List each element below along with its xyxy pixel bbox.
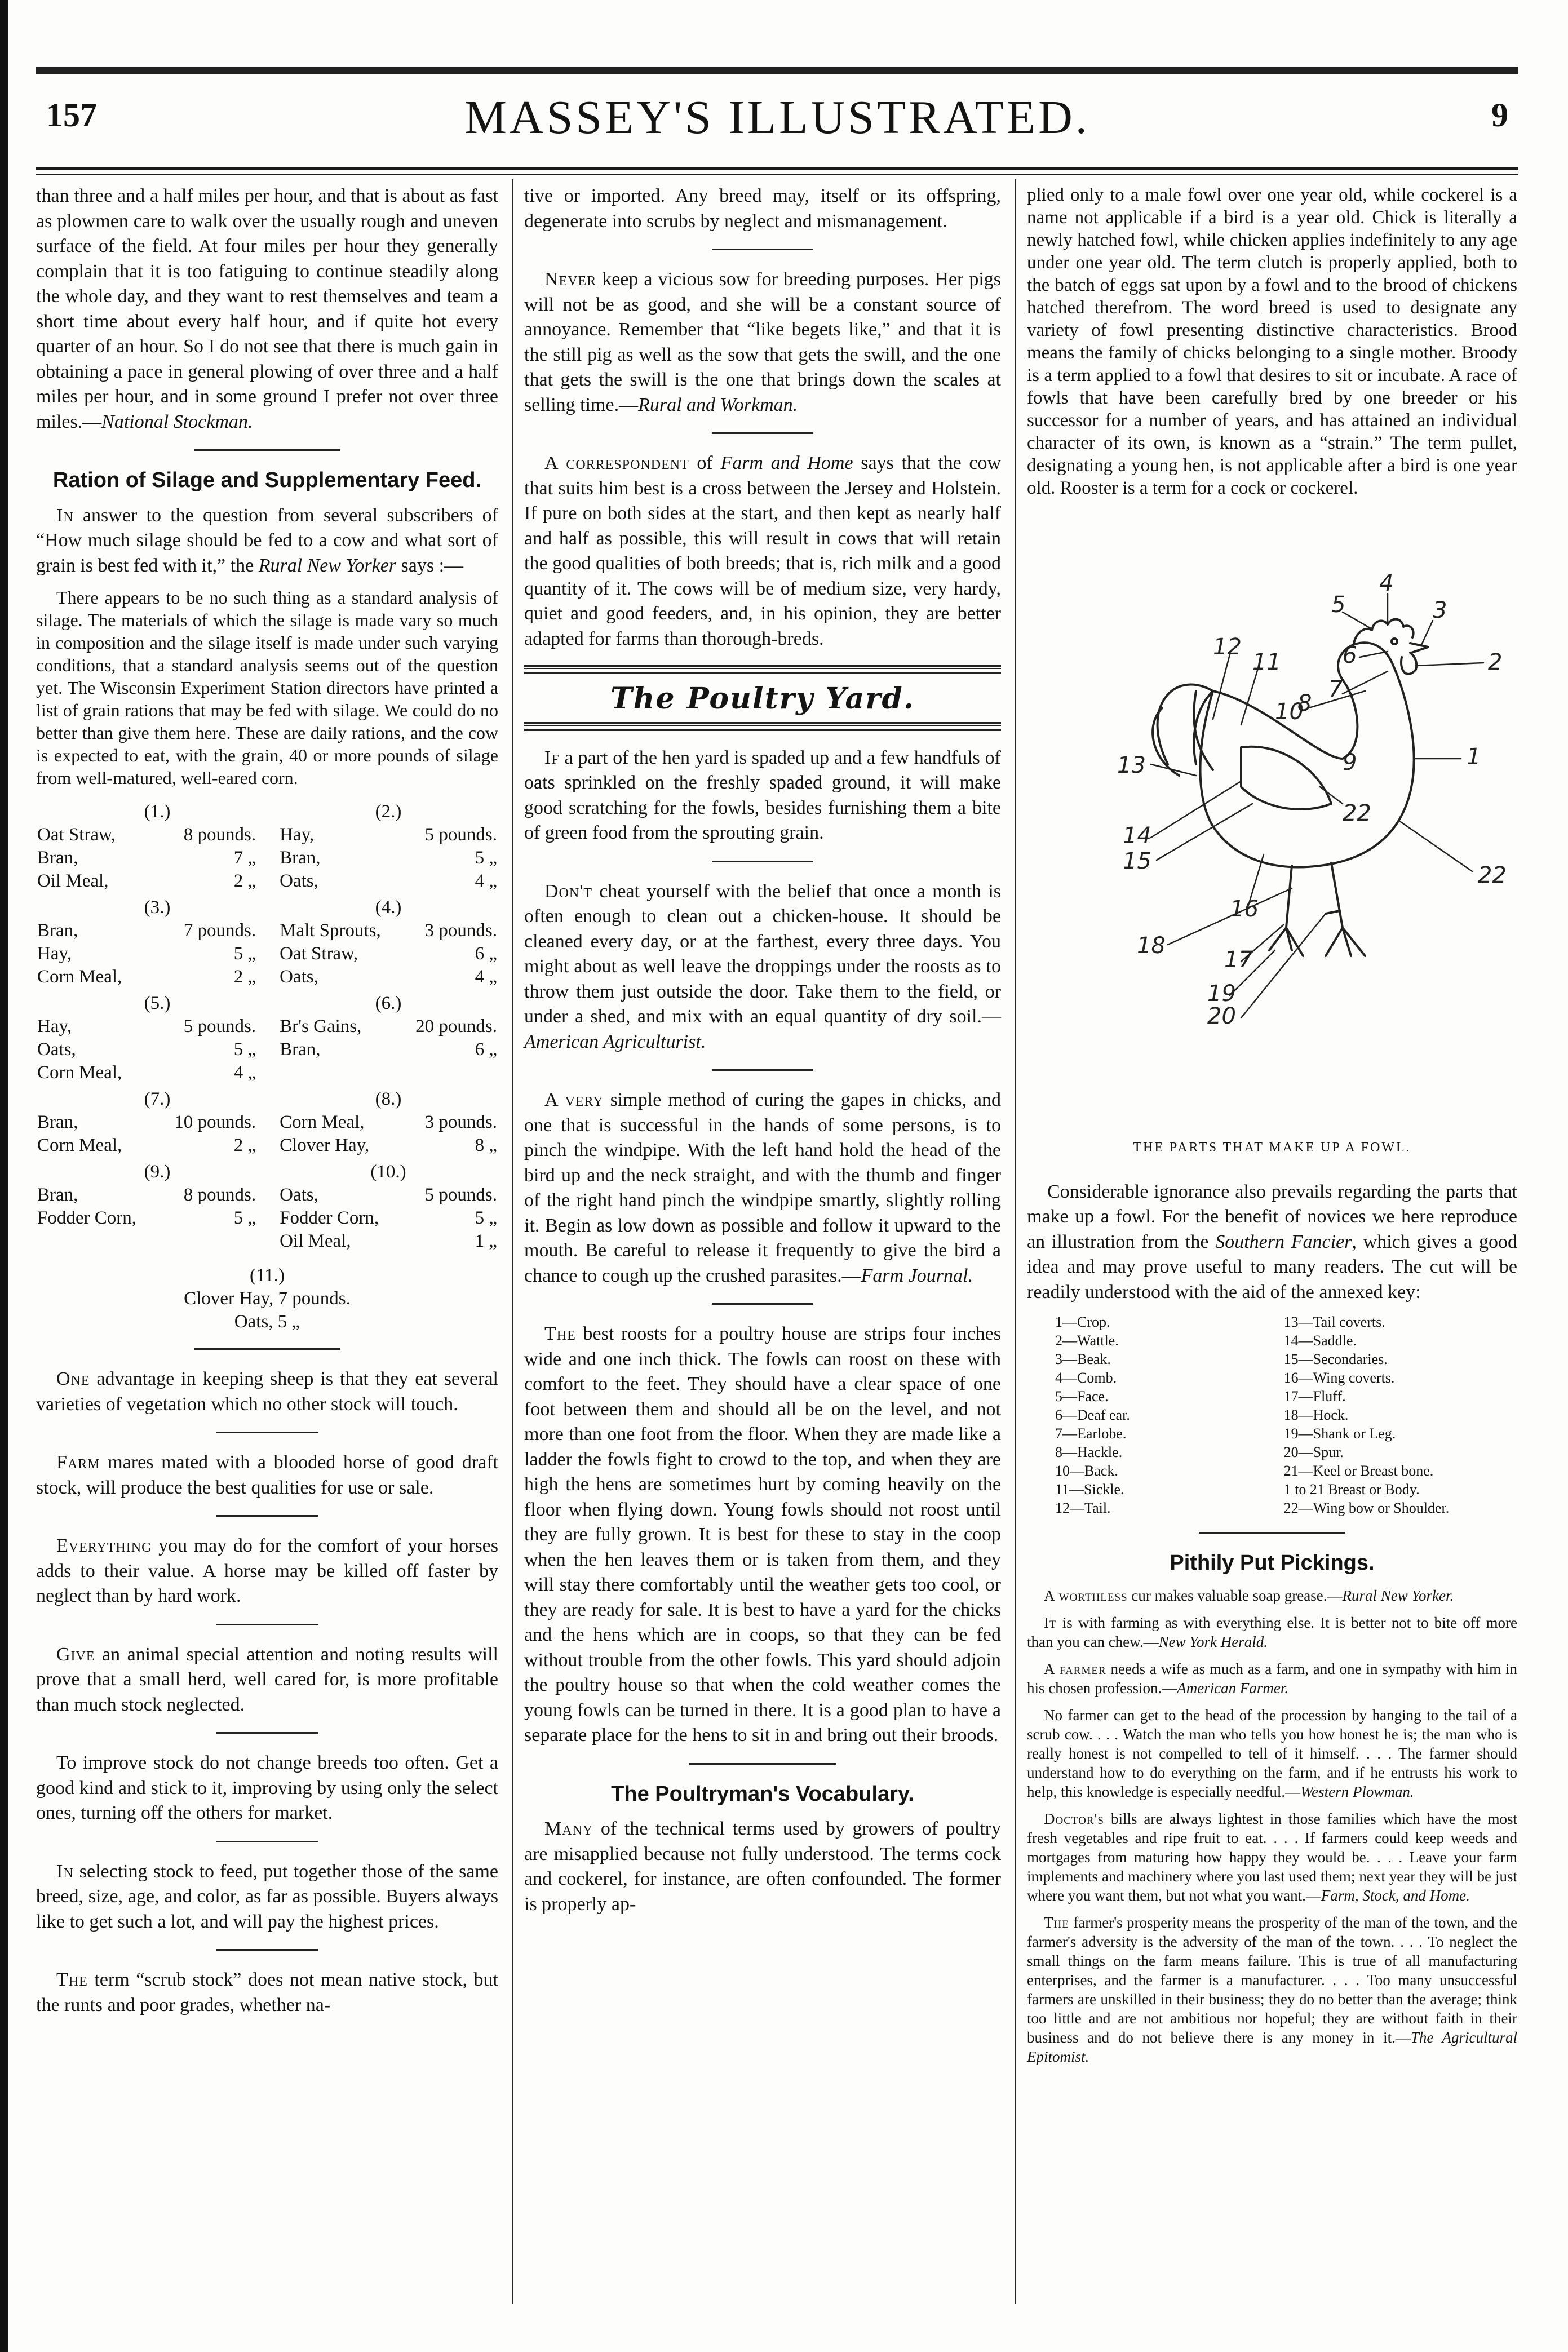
ration-feed: Bran, xyxy=(280,1039,321,1060)
header-rule-thin xyxy=(36,174,1518,175)
fowl-key-item: 11—Sickle. xyxy=(1055,1481,1124,1498)
fowl-key-item: 17—Fluff. xyxy=(1283,1388,1346,1405)
column-1 xyxy=(36,184,498,2026)
ration-number-row xyxy=(36,893,498,919)
fowl-body xyxy=(1201,643,1414,867)
ration-number-row xyxy=(36,1157,498,1184)
divider xyxy=(194,449,340,451)
ration-row xyxy=(36,1111,498,1134)
fowl-label: 17 xyxy=(1224,947,1253,973)
ration-row xyxy=(36,919,498,942)
ration-number: (10.) xyxy=(370,1162,406,1182)
column-divider-1 xyxy=(512,179,513,2304)
picking-3: A farmer needs a wife as much as a farm, and one in sympathy with him in his chosen profession.—American Farmer. xyxy=(1027,1660,1517,1697)
fowl-label: 14 xyxy=(1123,823,1151,849)
fowl-label: 22 xyxy=(1478,862,1507,888)
ration-feed: Oat Straw, xyxy=(37,825,116,845)
fowl-key-item: 19—Shank or Leg. xyxy=(1283,1425,1396,1442)
ration-amount: 3 pounds. xyxy=(424,1112,497,1132)
fowl-key-item: 5—Face. xyxy=(1055,1388,1109,1405)
ration-feed: Bran, xyxy=(37,920,78,941)
ration-feed: Hay, xyxy=(280,825,315,845)
ration-number: (8.) xyxy=(375,1089,402,1109)
ration-feed: Br's Gains, xyxy=(280,1016,362,1037)
figure-caption: THE PARTS THAT MAKE UP A FOWL. xyxy=(1133,1140,1411,1155)
fowl-wattle xyxy=(1401,653,1416,674)
ration-feed: Corn Meal, xyxy=(37,1135,122,1155)
ration-amount: 2 „ xyxy=(233,1135,256,1155)
divider xyxy=(712,1303,813,1305)
ration-row xyxy=(36,870,498,893)
article-comfort: Everything you may do for the comfort of your horses adds to their value. A horse may be killed off faster by neglect than by hard work. xyxy=(36,1535,498,1606)
fowl-wing xyxy=(1241,747,1331,809)
ration-amount: 3 pounds. xyxy=(424,920,497,941)
article-sow: Never keep a vicious sow for breeding purposes. Her pigs will not be as good, and she will be a constant source of annoyance. Remember that “like begets like,” and that it is the still pig as well as the sow that gets the swill, and the one that gets the swill is the one that brings down the scales at selling time.—Rural and Workman. xyxy=(524,269,1001,415)
ration-amount: 7 pounds. xyxy=(183,920,256,941)
article-silage-body: There appears to be no such thing as a standard analysis of silage. The materials of which the silage is made vary so much in composition and the silage itself is made under such varying conditions, that a standard analysis seems out of the question yet. The Wisconsin Experiment Station directors have printed a list of grain rations that may be fed with silage. We could do no better than give them here. These are daily rations, and the cow is expected to eat, with the grain, 40 or more pounds of silage from well-matured, well-eared corn. xyxy=(36,587,498,788)
ration-feed: Corn Meal, xyxy=(37,967,122,987)
header-rule xyxy=(36,167,1518,170)
article-vocabulary-cont: plied only to a male fowl over one year old, while cockerel is a name not applicable if a bird is a year old. Chick is literally a newly hatched fowl, while chicken applies indefinitely to any age under one year old. The term clutch is properly applied, both to the batch of eggs sat upon by a fowl and to the brood of chickens hatched therefrom. The word breed is used to designate any variety of fowl presenting distinctive characteristics. Brood means the family of chicks belonging to a single mother. Broody is a term applied to a fowl that desires to sit or incubate. A race of fowls that have been carefully bred by one breeder or his successor for a number of years, and has attained an individual character of its own, is known as a “strain.” The term pullet, designating a young hen, is not applicable after a bird is one year old. Rooster is a term for a cock or cockerel. xyxy=(1027,185,1517,498)
column-3 xyxy=(1027,184,1517,2074)
fowl-key-item: 13—Tail coverts. xyxy=(1283,1314,1385,1330)
ration-amount: 8 pounds. xyxy=(183,825,256,845)
ration-amount: 5 „ xyxy=(475,848,497,868)
divider xyxy=(712,249,813,250)
fowl-key-item: 1 to 21 Breast or Body. xyxy=(1283,1481,1420,1498)
ration-amount: 4 „ xyxy=(475,967,497,987)
ration-number: (2.) xyxy=(375,801,402,822)
ration-amount xyxy=(155,1230,278,1253)
ration-row xyxy=(36,1038,498,1061)
ration-amount: 1 „ xyxy=(475,1231,497,1251)
ration-feed: Bran, xyxy=(37,1185,78,1205)
fowl-illustration xyxy=(1027,522,1517,1131)
ration-feed: Oil Meal, xyxy=(37,871,109,891)
picking-4: No farmer can get to the head of the procession by hanging to the tail of a scrub cow. . . . Watch the man who tells you how honest he is; the man who is really honest is not compelled to tell of it himself. . . . The farmer should understand how to do everything on the farm, and if he entrusts his work to help, this knowledge is especially needful.—Western Plowman. xyxy=(1027,1706,1517,1800)
fowl-comb xyxy=(1354,619,1414,643)
fowl-eye xyxy=(1392,639,1397,644)
ration-row xyxy=(36,1061,498,1084)
heading-vocabulary: The Poultryman's Vocabulary. xyxy=(611,1782,914,1806)
article-chicken-house: Don't cheat yourself with the belief that once a month is often enough to clean out a chicken-house. It should be cleaned every day, or at the farthest, every three days. You might about as well leave the droppings under the roosts as to throw them just outside the door. Take them to the field, or under a shed, and mix with an equal quantity of dry soil.—American Agriculturist. xyxy=(524,880,1001,1052)
ration-number: (6.) xyxy=(375,993,402,1013)
article-improve: To improve stock do not change breeds too often. Get a good kind and stick to it, improving by using only the select ones, turning off the others for market. xyxy=(36,1752,498,1823)
fowl-key-item: 15—Secondaries. xyxy=(1283,1351,1388,1367)
ration-number-row xyxy=(36,797,498,823)
article-oats: If a part of the hen yard is spaded up and a few handfuls of oats sprinkled on the freshly spaded ground, it will make good scratching for the fowls, besides furnishing them a bite of green food from the sprouting grain. xyxy=(524,747,1001,843)
ration-amount: 6 „ xyxy=(475,1039,497,1060)
divider xyxy=(216,1624,318,1625)
picking-2: It is with farming as with everything else. It is better not to bite off more than you can chew.—New York Herald. xyxy=(1027,1614,1517,1650)
fowl-label: 16 xyxy=(1230,896,1259,922)
heading-silage: Ration of Silage and Supplementary Feed. xyxy=(52,468,482,492)
ration-amount: 4 „ xyxy=(233,1062,256,1083)
page-binding-edge xyxy=(0,0,8,2352)
ration-number: (4.) xyxy=(375,897,402,918)
masthead-title: MASSEY'S ILLUSTRATED. xyxy=(464,91,1090,144)
article-roosts: The best roosts for a poultry house are strips four inches wide and one inch thick. The fowls can roost on these with comfort to the feet. They should have a clear space of one foot between them and should all be on the level, and not more than one foot from the floor. When they are made like a ladder the fowls fight to crowd to the top, and when they are high the hens are sometimes hurt by coming heavily on the floor when flying down. Young fowls should not roost until they are fully grown. It is best for these to stay in the coop when the hen leaves them or is taken from them, and they will stay there comfortably until the weather gets too cool, or they are ready for sale. It is best to have a yard for the chicks and the hens which are in coops, so that they can be fed without trouble from the other fowls. This yard should adjoin the poultry house so that when the cold weather comes the young fowls can be turned in there. It is a good plan to have a separate place for the hens to sit in and bring out their broods. xyxy=(524,1323,1001,1746)
ration-feed: Oats, xyxy=(280,967,318,987)
ration-number-row xyxy=(36,989,498,1015)
article-fowl-parts: Considerable ignorance also prevails regarding the parts that make up a fowl. For the benefit of novices we here reproduce an illustration from the Southern Fancier, which gives a good idea and may prove useful to many readers. The cut will be readily understood with the aid of the annexed key: xyxy=(1027,1181,1517,1303)
ration-feed: Bran, xyxy=(37,1112,78,1132)
ration-amount: 4 „ xyxy=(475,871,497,891)
ration-feed: Oats, xyxy=(280,871,318,891)
ration-amount: 8 „ xyxy=(475,1135,497,1155)
divider xyxy=(216,1841,318,1842)
ration-row xyxy=(36,1207,498,1230)
ration-feed xyxy=(36,1230,155,1253)
fowl-key-item: 16—Wing coverts. xyxy=(1283,1370,1395,1386)
heading-pickings: Pithily Put Pickings. xyxy=(1170,1551,1375,1575)
ration-feed: Hay, xyxy=(37,944,72,964)
fowl-label: 6 xyxy=(1343,643,1357,668)
divider xyxy=(712,432,813,434)
ration-amount: 5 pounds. xyxy=(183,1016,256,1037)
fowl-key-item: 18—Hock. xyxy=(1283,1407,1349,1423)
ration-feed: Clover Hay, xyxy=(280,1135,370,1155)
ration-number: (3.) xyxy=(144,897,171,918)
ration-amount: 7 „ xyxy=(233,848,256,868)
fowl-key-item: 3—Beak. xyxy=(1055,1351,1111,1367)
ration-feed: Bran, xyxy=(280,848,321,868)
fowl-key-item: 21—Keel or Breast bone. xyxy=(1283,1463,1434,1479)
page-number-left: 157 xyxy=(46,96,97,134)
divider xyxy=(1199,1532,1345,1534)
ration-row xyxy=(36,1184,498,1207)
ration-feed: Corn Meal, xyxy=(37,1062,122,1083)
ration-feed: Hay, xyxy=(37,1016,72,1037)
fowl-label: 7 xyxy=(1328,676,1343,702)
fowl-label: 11 xyxy=(1252,649,1281,675)
article-scrub: The term “scrub stock” does not mean native stock, but the runts and poor grades, whether na- xyxy=(36,1969,498,2016)
ration-row xyxy=(36,1015,498,1038)
fowl-key-item: 1—Crop. xyxy=(1055,1314,1110,1330)
ration-amount: 20 pounds. xyxy=(415,1016,497,1037)
ration-amount: 6 „ xyxy=(475,944,497,964)
fowl-label: 15 xyxy=(1123,848,1151,874)
page-number-right: 9 xyxy=(1491,96,1508,134)
fowl-key-item: 10—Back. xyxy=(1055,1463,1118,1479)
article-mares: Farm mares mated with a blooded horse of good draft stock, will produce the best qualities for use or sale. xyxy=(36,1452,498,1498)
fowl-key-item: 6—Deaf ear. xyxy=(1055,1407,1130,1423)
fowl-label: 20 xyxy=(1207,1003,1236,1029)
divider xyxy=(712,861,813,862)
page-header xyxy=(36,85,1518,163)
ration-amount: 5 „ xyxy=(233,1208,256,1228)
ration-amount: 5 „ xyxy=(233,1039,256,1060)
fowl-label: 1 xyxy=(1467,744,1481,770)
article-silage-intro: In answer to the question from several subscribers of “How much silage should be fed to a cow and what sort of grain is best fed with it,” the Rural New Yorker says :— xyxy=(36,504,498,576)
article-selecting: In selecting stock to feed, put together those of the same breed, size, age, and color, as far as possible. Buyers always like to get such a lot, and will pay the highest prices. xyxy=(36,1861,498,1932)
fowl-leg-left xyxy=(1269,866,1303,956)
fowl-key-item: 8—Hackle. xyxy=(1055,1444,1123,1460)
fowl-beak xyxy=(1410,643,1428,653)
fowl-label: 3 xyxy=(1433,597,1447,623)
picking-5: Doctor's bills are always lightest in those families which have the most fresh vegetables and ripe fruit to eat. . . . If farmers could keep weeds and mortgages from maturing how happy they would be. . . . Leave your farm implements and machinery where you last used them; next year they will be just where you want them, but not what you want.—Farm, Stock, and Home. xyxy=(1027,1810,1517,1904)
ration-feed: Oats, xyxy=(37,1039,76,1060)
fowl-key-right xyxy=(1284,1313,1495,1517)
ration-amount xyxy=(400,1061,498,1084)
fowl-leg-right xyxy=(1326,863,1365,956)
divider xyxy=(216,1515,318,1517)
section-rule-top xyxy=(524,665,1001,674)
fowl-key-item: 2—Wattle. xyxy=(1055,1332,1119,1349)
article-jersey-holstein: A correspondent of Farm and Home says that the cow that suits him best is a cross between the Jersey and Holstein. If pure on both sides at the start, and then kept as nearly half and half as possible, this will result in cows that will retain the good qualities of both breeds; that is, rich milk and a good quantity of it. The cows will be of medium size, very hardy, quiet and good feeders, and, in his opinion, they are better adapted for farms than thorough-breds. xyxy=(524,453,1001,649)
fowl-label: 18 xyxy=(1137,933,1166,959)
ration-number: (1.) xyxy=(144,801,171,822)
article-vocabulary: Many of the technical terms used by growers of poultry are misapplied because not fully understood. The terms cock and cockerel, for instance, are often confounded. The former is properly ap- xyxy=(524,1818,1001,1915)
ration-row xyxy=(36,942,498,965)
ration-amount: 5 „ xyxy=(233,944,256,964)
ration-row xyxy=(36,965,498,989)
ration-number: (9.) xyxy=(144,1162,171,1182)
ration-number: (5.) xyxy=(144,993,171,1013)
ration-feed xyxy=(278,1061,400,1084)
divider xyxy=(216,1949,318,1951)
fowl-key-item: 7—Earlobe. xyxy=(1055,1425,1127,1442)
pickings-list xyxy=(1027,1586,1517,2066)
ration-amount: 5 „ xyxy=(475,1208,497,1228)
section-rule-bottom xyxy=(524,722,1001,731)
article-gapes: A very simple method of curing the gapes in chicks, and one that is successful in the hands of some persons, is to pinch the windpipe. With the left hand hold the head of the bird up and the neck straight, and with the thumb and finger of the right hand pinch the windpipe smartly, slightly rolling it. Begin as low down as possible and follow it upward to the mouth. Be careful to release it frequently to give the bird a chance to cough up the crushed parasites.—Farm Journal. xyxy=(524,1089,1001,1286)
fowl-key-item: 14—Saddle. xyxy=(1283,1332,1357,1349)
fowl-key-item: 22—Wing bow or Shoulder. xyxy=(1283,1500,1450,1516)
article-sheep: One advantage in keeping sheep is that they eat several varieties of vegetation which no other stock will touch. xyxy=(36,1368,498,1415)
picking-1: A worthless cur makes valuable soap grease.—Rural New Yorker. xyxy=(1044,1587,1454,1604)
ration-amount: 2 „ xyxy=(233,871,256,891)
fowl-label: 22 xyxy=(1343,800,1371,826)
divider xyxy=(194,1348,340,1350)
fowl-label: 4 xyxy=(1379,570,1394,596)
ration-feed: Oats, xyxy=(280,1185,318,1205)
divider xyxy=(689,1763,836,1765)
fowl-label: 10 xyxy=(1275,699,1304,725)
divider xyxy=(216,1432,318,1433)
article-attention: Give an animal special attention and noting results will prove that a small herd, well cared for, is more profitable than much stock neglected. xyxy=(36,1644,498,1715)
divider xyxy=(712,1069,813,1071)
article-plowing: than three and a half miles per hour, and that is about as fast as plowmen care to walk over the usually rough and uneven surface of the field. At four miles per hour they generally complain that it is too fatiguing to continue steadily along the whole day, and they want to rest themselves and team a short time about every half hour, and if quite hot every quarter of an hour. So I do not see that there is much gain in obtaining a pace in general plowing of over three and a half miles per hour, and in some ground I prefer not over three miles.—National Stockman. xyxy=(36,185,498,432)
ration-feed: Bran, xyxy=(37,848,78,868)
ration-feed: Oil Meal, xyxy=(280,1231,351,1251)
ration-row xyxy=(36,1230,498,1253)
fowl-label: 5 xyxy=(1331,592,1346,618)
fowl-label: 8 xyxy=(1297,690,1312,716)
ration-amount: 10 pounds. xyxy=(174,1112,256,1132)
ration-amount: 2 „ xyxy=(233,967,256,987)
ration-row xyxy=(36,1134,498,1157)
ration-feed: Fodder Corn, xyxy=(280,1208,379,1228)
fowl-label: 2 xyxy=(1488,649,1503,675)
ration-row xyxy=(36,823,498,847)
ration-amount: 5 pounds. xyxy=(424,1185,497,1205)
top-rule xyxy=(36,67,1518,74)
ration-feed: Corn Meal, xyxy=(280,1112,365,1132)
article-scrub-cont: tive or imported. Any breed may, itself or its offspring, degenerate into scrubs by neglect and mismanagement. xyxy=(524,185,1001,232)
ration-number: (7.) xyxy=(144,1089,171,1109)
fowl-label: 19 xyxy=(1207,981,1236,1007)
fowl-key-list xyxy=(1027,1313,1517,1517)
fowl-label: 13 xyxy=(1117,752,1146,778)
picking-6: The farmer's prosperity means the prosperity of the man of the town, and the farmer's adversity is the adversity of the man of the town. . . . To neglect the small things on the farm means failure. This is true of all manufacturing enterprises, and the farmer is a manufacturer. . . . Too many unsuccessful farmers are unskilled in their business; they do no better than the average; think too little and are not ambitious nor hopeful; they are without faith in their business and do not believe there is any money in it.—The Agricultural Epitomist. xyxy=(1027,1914,1518,2065)
fowl-key-item: 12—Tail. xyxy=(1055,1500,1111,1516)
ration-amount: 5 pounds. xyxy=(424,825,497,845)
column-divider-2 xyxy=(1015,179,1016,2304)
fowl-label: 12 xyxy=(1213,634,1242,660)
fowl-key-item: 20—Spur. xyxy=(1283,1444,1344,1460)
divider xyxy=(216,1732,318,1734)
fowl-key-left xyxy=(1055,1313,1266,1517)
section-title-poultry-yard: The Poultry Yard. xyxy=(610,681,915,716)
ration-row xyxy=(36,847,498,870)
fowl-label: 9 xyxy=(1343,750,1357,776)
ration-feed: Oat Straw, xyxy=(280,944,358,964)
ration-11: (11.) Clover Hay, 7 pounds. Oats, 5 „ xyxy=(184,1265,351,1332)
ration-feed: Malt Sprouts, xyxy=(280,920,381,941)
ration-feed: Fodder Corn, xyxy=(37,1208,136,1228)
rations-table xyxy=(36,797,498,1253)
ration-number-row xyxy=(36,1084,498,1111)
column-2 xyxy=(524,184,1001,1925)
ration-amount: 8 pounds. xyxy=(183,1185,256,1205)
fowl-key-item: 4—Comb. xyxy=(1055,1370,1117,1386)
